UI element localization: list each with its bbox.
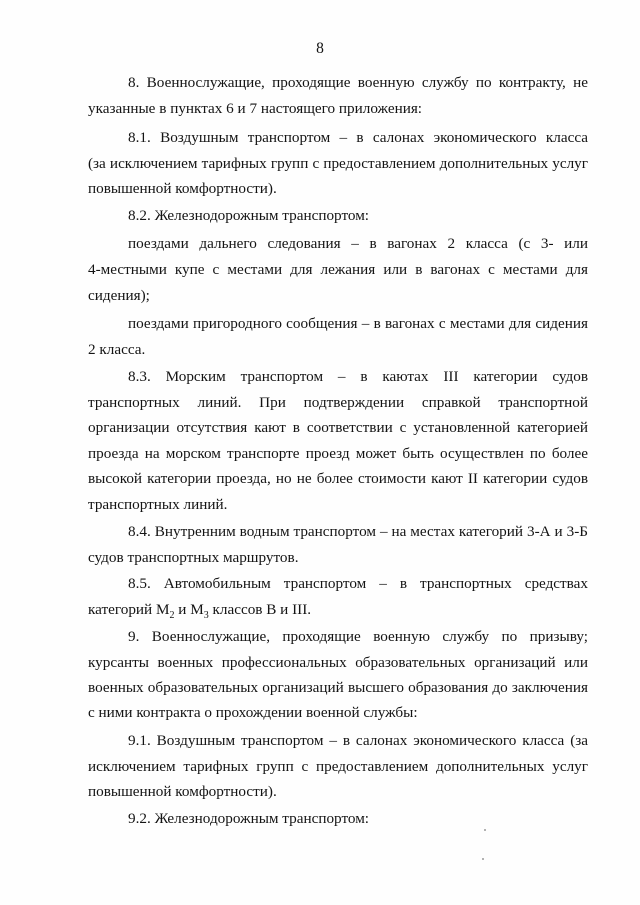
text-line: 8.2. Железнодорожным транспортом: [128, 207, 370, 224]
text-line: транспортных линий. [88, 496, 228, 513]
text-line: курсанты военных профессиональных образовательных организаций или [88, 654, 588, 671]
text-line: указанные в пунктах 6 и 7 настоящего приложения: [88, 100, 423, 117]
text-fragment: и M [174, 601, 204, 618]
text-line: 8.3. Морским транспортом – в каютах III категории судов [128, 368, 588, 385]
text-line: сидения); [88, 287, 150, 304]
text-line: повышенной комфортности). [88, 180, 277, 197]
text-line: 2 класса. [88, 341, 146, 358]
text-line: высокой категории проезда, но не более стоимости кают II категории судов [88, 470, 588, 487]
text-line: проезда на морском транспорте проезд может быть осуществлен по более [88, 445, 588, 462]
text-fragment: классов В и III. [208, 601, 312, 618]
text-line: 8. Военнослужащие, проходящие военную службу по контракту, не [128, 74, 588, 91]
text-line: судов транспортных маршрутов. [88, 549, 299, 566]
subscript: 2 [169, 610, 175, 622]
text-line: 9.2. Железнодорожным транспортом: [128, 810, 370, 827]
text-line: организации отсутствия кают в соответствии с установленной категорией [88, 419, 588, 436]
scan-speck [484, 829, 486, 831]
text-line: военных образовательных организаций высшего образования до заключения [88, 679, 588, 696]
text-line: 8.4. Внутренним водным транспортом – на местах категорий 3-А и 3-Б [128, 523, 588, 540]
text-line: поездами дальнего следования – в вагонах 2 класса (с 3- или [128, 235, 588, 252]
text-line: 8.5. Автомобильным транспортом – в транспортных средствах [128, 575, 588, 592]
text-line: с ними контракта о прохождении военной службы: [88, 704, 418, 721]
subscript: 3 [203, 610, 209, 622]
text-line: 9.1. Воздушным транспортом – в салонах экономического класса (за [128, 732, 588, 749]
text-line: 4-местными купе с местами для лежания или в вагонах с местами для [88, 261, 588, 278]
text-line: (за исключением тарифных групп с предоставлением дополнительных услуг [88, 155, 588, 172]
text-line: поездами пригородного сообщения – в вагонах с местами для сидения [128, 315, 588, 332]
text-line: транспортных линий. При подтверждении справкой транспортной [88, 394, 588, 411]
text-fragment: категорий M [88, 601, 170, 618]
text-line: 9. Военнослужащие, проходящие военную службу по призыву; [128, 628, 588, 645]
page-number: 8 [316, 40, 324, 57]
text-line: 8.1. Воздушным транспортом – в салонах экономического класса [128, 129, 588, 146]
scan-speck [482, 858, 484, 860]
text-line: исключением тарифных групп с предоставлением дополнительных услуг [88, 758, 588, 775]
text-line: повышенной комфортности). [88, 783, 277, 800]
